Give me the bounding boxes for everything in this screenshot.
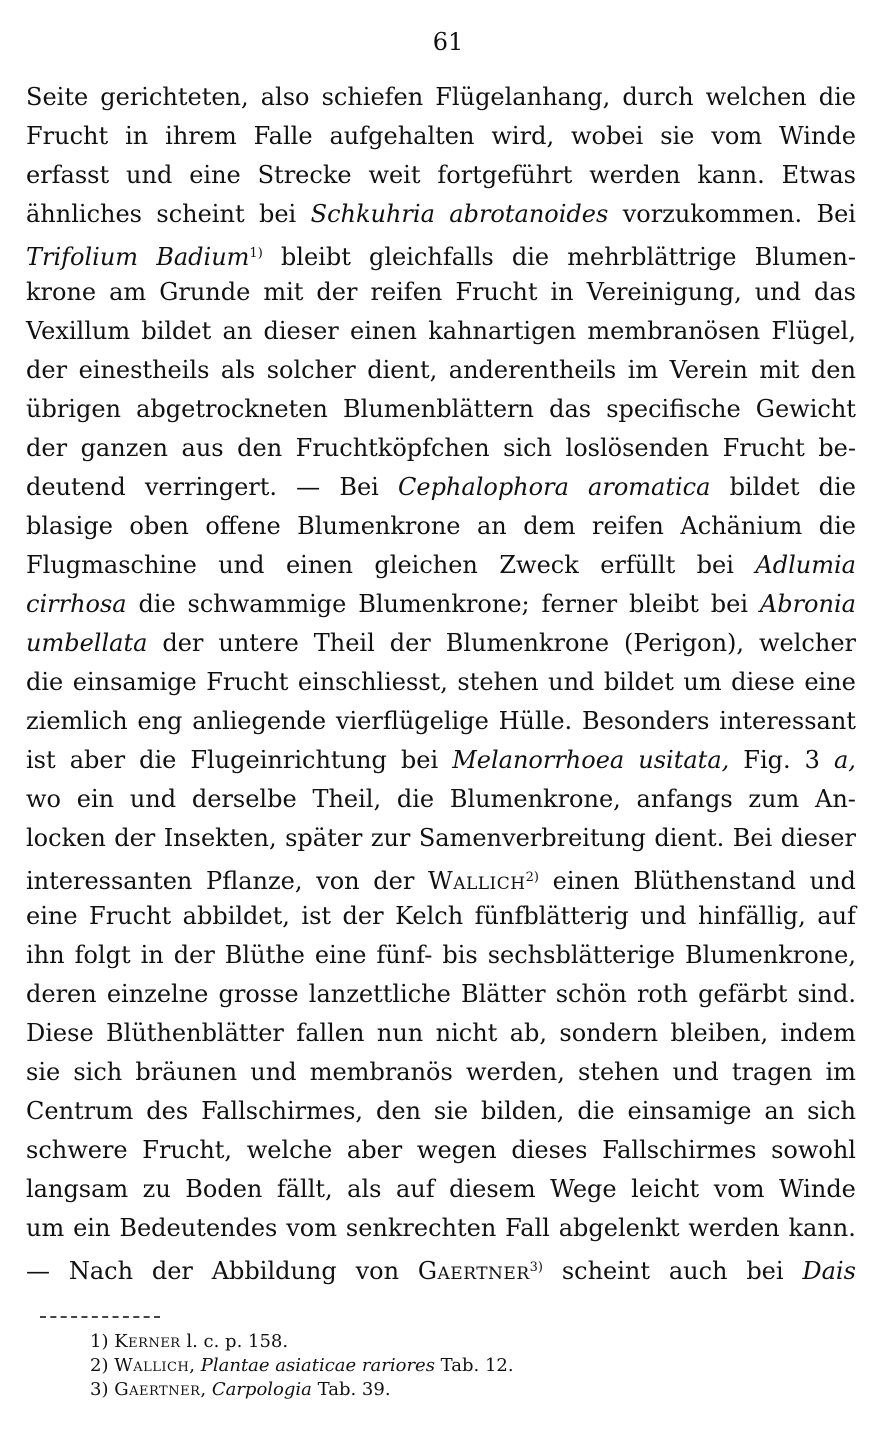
footnote-ref: 1)	[249, 246, 263, 261]
text-line: schwere Frucht, welche aber wegen dieses Fallschirmes sowohl	[26, 1136, 856, 1164]
text-line: eine Frucht abbildet, ist der Kelch fünfblätterig und hinfällig, auf	[26, 902, 856, 930]
footnote-author: Kerner	[114, 1331, 181, 1352]
species-name: usitata,	[638, 746, 730, 774]
text-line: ist aber die Flugeinrichtung bei Melanorrhoea usitata, Fig. 3 a,	[26, 746, 856, 774]
text-line: langsam zu Boden fällt, als auf diesem Wege leicht vom Winde	[26, 1175, 856, 1203]
text-line: die einsamige Frucht einschliesst, stehen und bildet um diese eine	[26, 668, 856, 696]
text-line: krone am Grunde mit der reifen Frucht in Vereinigung, und das	[26, 278, 856, 306]
text-line: deutend verringert. — Bei Cephalophora aromatica bildet die	[26, 473, 856, 501]
text-line: Vexillum bildet an dieser einen kahnartigen membranösen Flügel,	[26, 317, 856, 345]
footnote-ref: 2)	[525, 870, 539, 885]
text-line: ähnliches scheint bei Schkuhria abrotanoides vorzukommen. Bei	[26, 200, 856, 228]
footnote: 3) Gaertner, Carpologia Tab. 39.	[90, 1379, 391, 1400]
footnote-divider	[40, 1316, 160, 1318]
species-name: Abronia	[759, 590, 856, 618]
footnote-ref: 3)	[529, 1260, 543, 1275]
text-line: interessanten Pflanze, von der Wallich$^{2)}$ einen Blüthenstand und	[26, 867, 856, 895]
text-line: übrigen abgetrockneten Blumenblättern das specifische Gewicht	[26, 395, 856, 423]
author-name: Wallich	[428, 867, 526, 895]
species-name: abrotanoides	[449, 200, 609, 228]
text-line: Frucht in ihrem Falle aufgehalten wird, wobei sie vom Winde	[26, 122, 856, 150]
text-line: Seite gerichteten, also schiefen Flügelanhang, durch welchen die	[26, 83, 856, 111]
page-number: 61	[432, 28, 464, 56]
footnote-number: 1)	[90, 1331, 109, 1352]
footnote-title: Carpologia	[211, 1379, 312, 1400]
text-line: Flugmaschine und einen gleichen Zweck erfüllt bei Adlumia	[26, 551, 856, 579]
footnotes	[90, 1330, 790, 1402]
species-name: cirrhosa	[26, 590, 127, 618]
footnote-author: Gaertner	[114, 1379, 201, 1400]
text-line: ziemlich eng anliegende vierflügelige Hülle. Besonders interessant	[26, 707, 856, 735]
text-line: wo ein und derselbe Theil, die Blumenkrone, anfangs zum An-	[26, 785, 856, 813]
footnote-number: 2)	[90, 1355, 109, 1376]
footnote-number: 3)	[90, 1379, 109, 1400]
species-name: Cephalophora	[398, 473, 569, 501]
species-name: Adlumia	[755, 551, 856, 579]
species-name: aromatica	[588, 473, 711, 501]
text-line: — Nach der Abbildung von Gaertner$^{3)}$ scheint auch bei Dais	[26, 1257, 856, 1285]
text-line: der ganzen aus den Fruchtköpfchen sich loslösenden Frucht be-	[26, 434, 856, 462]
species-name: Badium	[156, 243, 250, 271]
footnote-title: Plantae asiaticae rariores	[200, 1355, 435, 1376]
text-line: ihn folgt in der Blüthe eine fünf- bis sechsblätterige Blumenkrone,	[26, 941, 856, 969]
text-line: Diese Blüthenblätter fallen nun nicht ab, sondern bleiben, indem	[26, 1019, 856, 1047]
text-line: sie sich bräunen und membranös werden, stehen und tragen im	[26, 1058, 856, 1086]
species-name: Trifolium	[26, 243, 139, 271]
text-line: Trifolium Badium$^{1)}$ bleibt gleichfalls die mehrblättrige Blumen-	[26, 243, 856, 271]
species-name: umbellata	[26, 629, 148, 657]
body-text	[26, 78, 856, 1287]
text-line: der einestheils als solcher dient, anderentheils im Verein mit den	[26, 356, 856, 384]
text-line: deren einzelne grosse lanzettliche Blätter schön roth gefärbt sind.	[26, 980, 856, 1008]
text-line: cirrhosa die schwammige Blumenkrone; ferner bleibt bei Abronia	[26, 590, 856, 618]
text-line: umbellata der untere Theil der Blumenkrone (Perigon), welcher	[26, 629, 856, 657]
text-line: blasige oben offene Blumenkrone an dem reifen Achänium die	[26, 512, 856, 540]
footnote-author: Wallich	[114, 1355, 190, 1376]
species-name: Schkuhria	[310, 200, 435, 228]
text-line: erfasst und eine Strecke weit fortgeführt werden kann. Etwas	[26, 161, 856, 189]
text-line: Centrum des Fallschirmes, den sie bilden, die einsamige an sich	[26, 1097, 856, 1125]
figure-label: a,	[834, 746, 856, 774]
species-name: Dais	[802, 1257, 856, 1285]
footnote-citation: Tab. 39.	[311, 1379, 391, 1400]
footnote-citation: Tab. 12.	[434, 1355, 514, 1376]
author-name: Gaertner	[417, 1257, 530, 1285]
footnote	[90, 1330, 790, 1354]
text-line: locken der Insekten, später zur Samenverbreitung dient. Bei dieser	[26, 824, 856, 852]
footnote-citation: l. c. p. 158.	[180, 1331, 289, 1352]
footnote: 2) Wallich, Plantae asiaticae rariores Tab. 12.	[90, 1355, 514, 1376]
species-name: Melanorrhoea	[452, 746, 625, 774]
text-line: um ein Bedeutendes vom senkrechten Fall abgelenkt werden kann.	[26, 1214, 856, 1242]
